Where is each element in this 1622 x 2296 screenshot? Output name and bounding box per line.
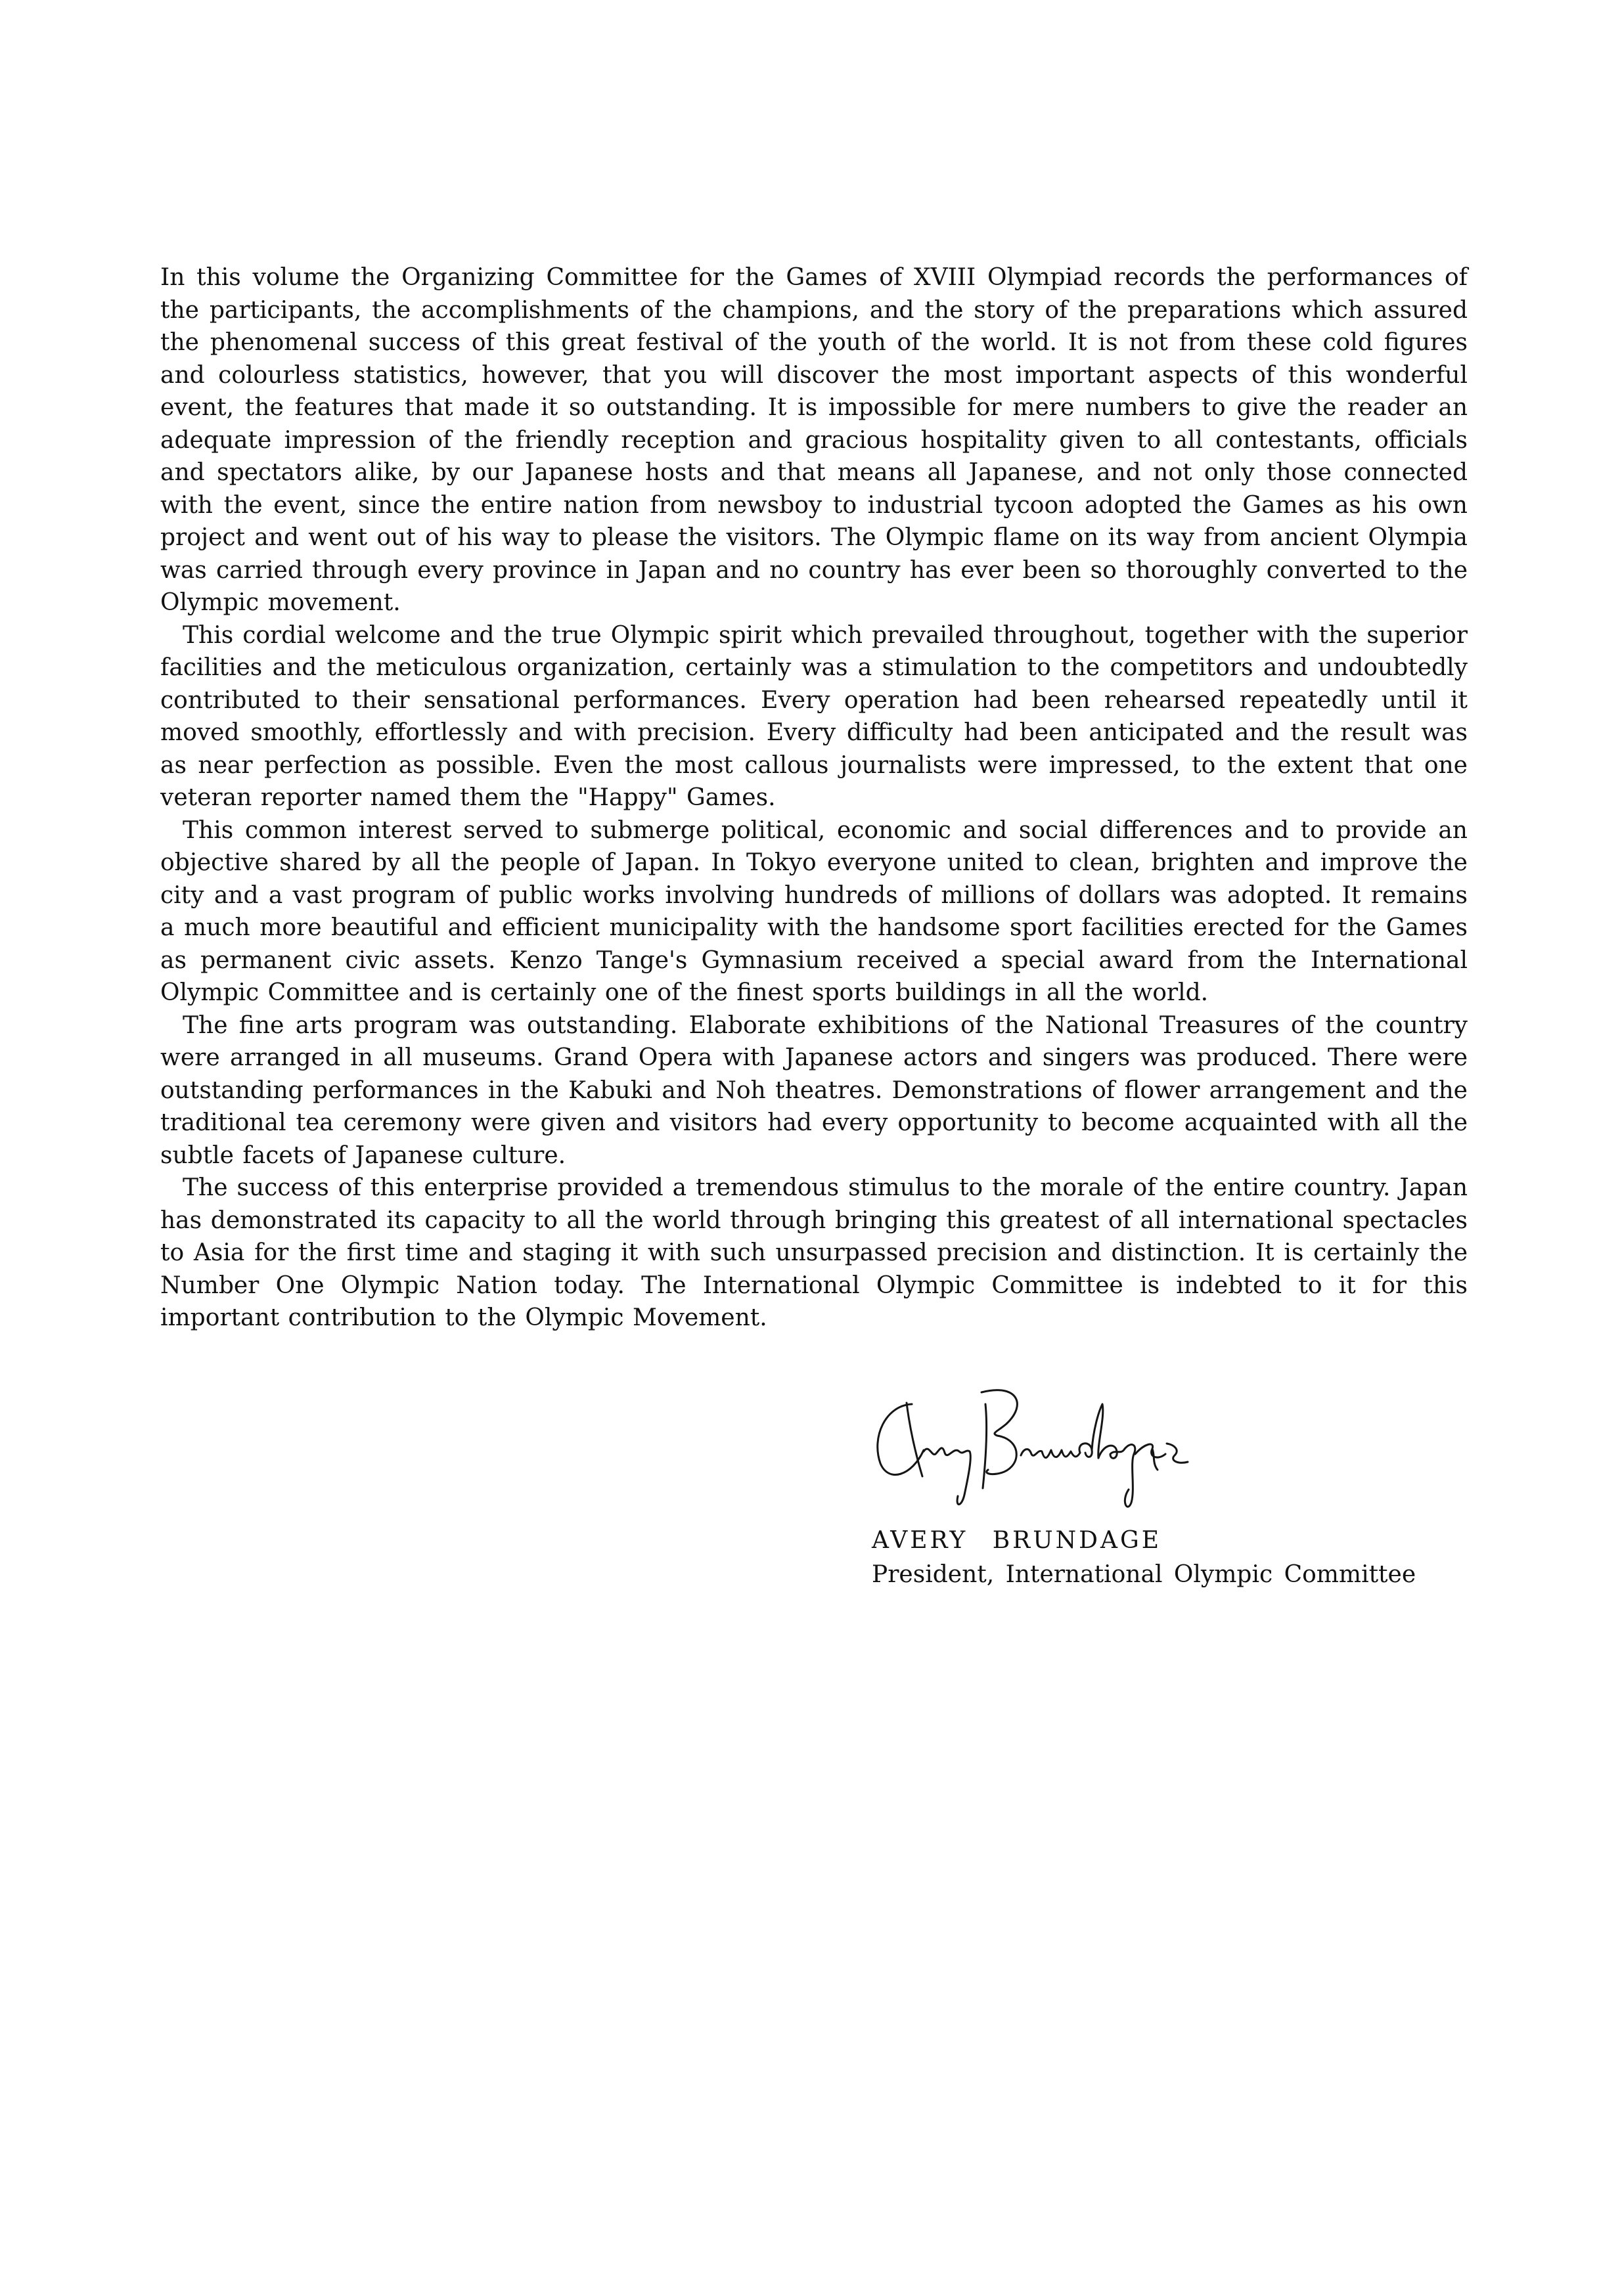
paragraph-4: The fine arts program was outstanding. Elaborate exhibitions of the National Treasures of the country were arranged in all museums. Grand Opera with Japanese actors and singers was produced. There were outstanding performances in the Kabuki and Noh theatres. Demonstrations of flower arrangement and the traditional tea ceremony were given and visitors had every opportunity to become acquainted with all the subtle facets of Japanese culture. [160,1011,1468,1169]
paragraph-5: The success of this enterprise provided a tremendous stimulus to the morale of the entire country. Japan has demonstrated its capacity to all the world through bringing this greatest of all international spectacles to Asia for the first time and staging it with such unsurpassed precision and distinction. It is certainly the Number One Olympic Nation today. The International Olympic Committee is indebted to it for this important contribution to the Olympic Movement. [160,1174,1468,1331]
signatory-title: President, International Olympic Committee [872,1561,1416,1588]
paragraph-1: In this volume the Organizing Committee for the Games of XVIII Olympiad records the performances of the participants, the accomplishments of the champions, and the story of the preparations which assured the phenomenal success of this great festival of the youth of the world. It is not from these cold figures and colourless statistics, however, that you will discover the most important aspects of this wonderful event, the features that made it so outstanding. It is impossible for mere numbers to give the reader an adequate impression of the friendly reception and gracious hospitality given to all contestants, officials and spectators alike, by our Japanese hosts and that means all Japanese, and not only those connected with the event, since the entire nation from newsboy to industrial tycoon adopted the Games as his own project and went out of his way to please the visitors. The Olympic flame on its way from ancient Olympia was carried through every province in Japan and no country has ever been so thoroughly converted to the Olympic movement. [160,264,1468,616]
paragraph-3: This common interest served to submerge political, economic and social differences and to provide an objective shared by all the people of Japan. In Tokyo everyone united to clean, brighten and improve the city and a vast program of public works involving hundreds of millions of dollars was adopted. It remains a much more beautiful and efficient municipality with the handsome sport facilities erected for the Games as permanent civic assets. Kenzo Tange's Gymnasium received a special award from the International Olympic Committee and is certainly one of the finest sports buildings in all the world. [160,816,1468,1006]
signatory-name: AVERY BRUNDAGE [872,1527,1161,1554]
body-text [160,261,1468,1335]
paragraph-2: This cordial welcome and the true Olympic spirit which prevailed throughout, together with the superior facilities and the meticulous organization, certainly was a stimulation to the competitors and undoubtedly contributed to their sensational performances. Every operation had been rehearsed repeatedly until it moved smoothly, effortlessly and with precision. Every difficulty had been anticipated and the result was as near perfection as possible. Even the most callous journalists were impressed, to the extent that one veteran reporter named them the "Happy" Games. [160,621,1468,811]
signature-block [872,1524,1416,1592]
handwritten-signature [866,1378,1194,1516]
